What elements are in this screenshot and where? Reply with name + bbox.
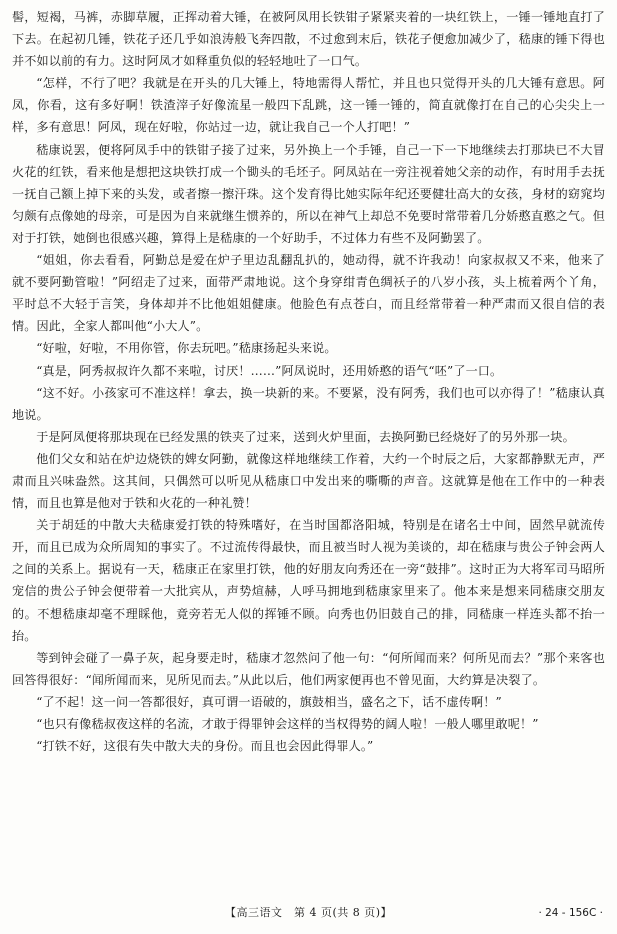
paragraph-2: “怎样，不行了吧？我就是在开头的几大锤上，特地需得人帮忙，并且也只觉得开头的几大锤有意思。阿凤，你看，这有多好啊！铁渣滓子好像流星一般四下乱跳，这一锤一锤的，简直就像打在自己的心尖尖上一样，多有意思！阿凤，现在好啦，你站过一边，就让我自己一个人打吧！” [12, 76, 605, 135]
paragraph-8: 于是阿凤便将那块现在已经发黑的铁夹了过来，送到火炉里面，去换阿勤已经烧好了的另外那一块。 [36, 429, 575, 444]
paragraph-10: 关于胡廷的中散大夫嵇康爱打铁的特殊嗜好，在当时国都洛阳城，特别是在诸名士中间，固然早就流传开，而且已成为众所周知的事实了。不过流传得最快，而且被当时人视为美谈的，却在嵇康与贵公子钟会两人之间的关系上。据说有一天，嵇康正在家里打铁，他的好朋友向秀还在一旁“鼓排”。这时正为大将军司马昭所宠信的贵公子钟会便带着一大批宾从，声势煊赫，人呼马拥地到嵇康家里来了。他本来是想来同嵇康交朋友的。不想嵇康却毫不理睬他，竟旁若无人似的挥锤不顾。向秀也仍旧鼓自己的排，同嵇康一样连头都不抬一抬。 [12, 518, 605, 643]
page-number-label: 【高三语文 第 4 页(共 8 页)】 [224, 906, 393, 919]
paragraph-6: “真是，阿秀叔叔许久都不来啦，讨厌！……”阿凤说时，还用娇憨的语气“呸”了一口。 [36, 363, 503, 378]
paragraph-5: “好啦，好啦，不用你管，你去玩吧。”嵇康扬起头来说。 [36, 341, 337, 356]
paragraph-1: 髻，短褐，马裤，赤脚草履，正挥动着大锤，在被阿凤用长铁钳子紧紧夹着的一块红铁上，一锤一锤地直打了下去。在起初几锤，铁花子还几乎如浪涛般飞奔四散，不过愈到末后，铁花子便愈加减少了，嵇康的锤下得也并不如以前的有力。这时阿凤才如释重负似的轻轻地吐了一口气。 [12, 10, 605, 69]
page-footer [0, 903, 617, 923]
paragraph-9: 他们父女和站在炉边烧铁的婢女阿勤，就像这样地继续工作着，大约一个时辰之后，大家都静默无声，严肃而且兴味盎然。这其间，只偶然可以听见从嵇康口中发出来的嘶嘶的声音。这就算是他在工作中的一种表情，而且也算是他对于铁和火花的一种礼赞！ [12, 451, 605, 511]
paragraph-13: “也只有像嵇叔夜这样的名流，才敢于得罪钟会这样的当权得势的阔人啦！一般人哪里敢呢！” [36, 717, 539, 731]
exam-code: · 24 - 156C · [538, 907, 603, 919]
paragraph-3: 嵇康说罢，便将阿凤手中的铁钳子接了过来，另外换上一个手锤，自己一下一下地继续去打那块已不大冒火花的红铁，看来他是想把这块铁打成一个锄头的毛坯子。阿凤站在一旁注视着她父亲的动作，有时用手去抚一抚自己额上掉下来的头发，或者擦一擦汗珠。这个发育得比她实际年纪还要健壮高大的女孩，身材的窈窕均匀颇有点像她的母亲，可是因为自来就继生惯养的，所以在神气上却总不免要时常带着几分娇憨直憨之气。但对于打铁，她倒也很感兴趣，算得上是嵇康的一个好助手，不过体力有些不及阿勤罢了。 [12, 142, 605, 245]
body-text [12, 6, 605, 757]
paragraph-14: “打铁不好，这很有失中散大夫的身份。而且也会因此得罪人。” [36, 739, 374, 754]
paragraph-12: “了不起！这一问一答都很好，真可谓一语破的，旗鼓相当，盛名之下，话不虚传啊！” [36, 694, 502, 709]
paragraph-7: “这不好。小孩家可不准这样！拿去，换一块新的来。不要紧，没有阿秀，我们也可以亦得了！”嵇康认真地说。 [12, 385, 605, 422]
paragraph-11: 等到钟会碰了一鼻子灰，起身要走时，嵇康才忽然问了他一句：“何所闻而来？何所见而去？”那个来客也回答得很好：“闻所闻而来，见所见而去。”从此以后，他们两家便再也不曾见面，大约算是决裂了。 [12, 650, 605, 687]
paragraph-4: “姐姐，你去看看，阿勤总是爱在炉子里边乱翻乱扒的，她动得，就不许我动！向家叔叔又不来，他来了就不要阿勤管啦！”阿绍走了过来，面带严肃地说。这个身穿绀青色绸袄子的八岁小孩，头上梳着两个丫角，平时总不大轻于言笑，身体却并不比他姐姐健康。他脸色有点苍白，而且经常带着一种严肃而又很自信的表情。因此，全家人都叫他“小大人”。 [12, 253, 605, 334]
